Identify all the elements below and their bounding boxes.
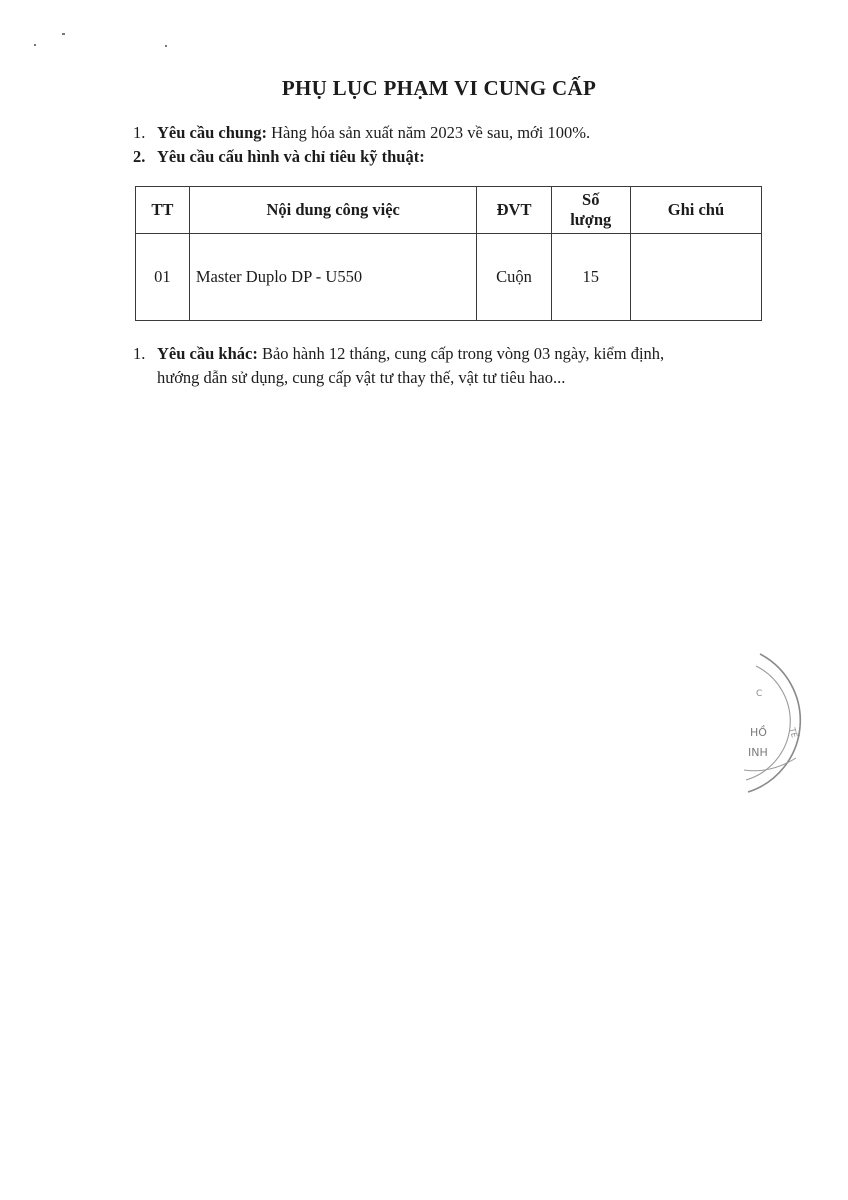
header-content: Nội dung công việc xyxy=(189,187,477,234)
scan-speck xyxy=(34,44,36,46)
cell-note xyxy=(630,234,761,321)
header-note: Ghi chú xyxy=(630,187,761,234)
page-title: PHỤ LỤC PHẠM VI CUNG CẤP xyxy=(281,76,597,100)
header-quantity-line2: lượng xyxy=(570,210,612,229)
other-requirement xyxy=(133,343,664,365)
general-requirement-label: Yêu cầu chung: xyxy=(157,123,268,142)
other-requirement-label: Yêu cầu khác: xyxy=(157,344,258,363)
technical-requirement-label: Yêu cầu cấu hình và chỉ tiêu kỹ thuật: xyxy=(157,147,425,166)
supply-table xyxy=(135,186,762,321)
stamp-text-1: C xyxy=(756,689,763,699)
other-requirement-continued xyxy=(157,367,565,389)
cell-unit: Cuộn xyxy=(477,234,551,321)
header-quantity xyxy=(551,187,630,234)
general-requirement xyxy=(133,122,590,144)
item-number: 1. xyxy=(133,344,146,363)
table-header-row xyxy=(136,187,762,234)
item-number: 2. xyxy=(133,147,146,166)
cell-quantity: 15 xyxy=(551,234,630,321)
technical-requirement-heading xyxy=(133,146,425,168)
other-requirement-text-line1: Bảo hành 12 tháng, cung cấp trong vòng 03 ngày, kiểm định, xyxy=(257,344,665,363)
cell-tt: 01 xyxy=(136,234,190,321)
official-stamp xyxy=(740,652,820,802)
header-tt: TT xyxy=(136,187,190,234)
general-requirement-text: Hàng hóa sản xuất năm 2023 về sau, mới 100%. xyxy=(267,123,591,142)
table-row xyxy=(136,234,762,321)
item-number: 1. xyxy=(133,123,146,142)
scan-speck xyxy=(62,33,65,35)
header-unit: ĐVT xyxy=(477,187,551,234)
other-requirement-text-line2: hướng dẫn sử dụng, cung cấp vật tư thay thế, vật tư tiêu hao... xyxy=(157,368,566,387)
scan-speck xyxy=(165,45,167,47)
header-quantity-line1: Số xyxy=(582,190,600,209)
stamp-text-side: TẾ xyxy=(787,726,799,739)
stamp-text-3: INH xyxy=(748,746,768,759)
cell-content: Master Duplo DP - U550 xyxy=(189,234,477,321)
stamp-text-2: HỒ xyxy=(750,726,767,739)
